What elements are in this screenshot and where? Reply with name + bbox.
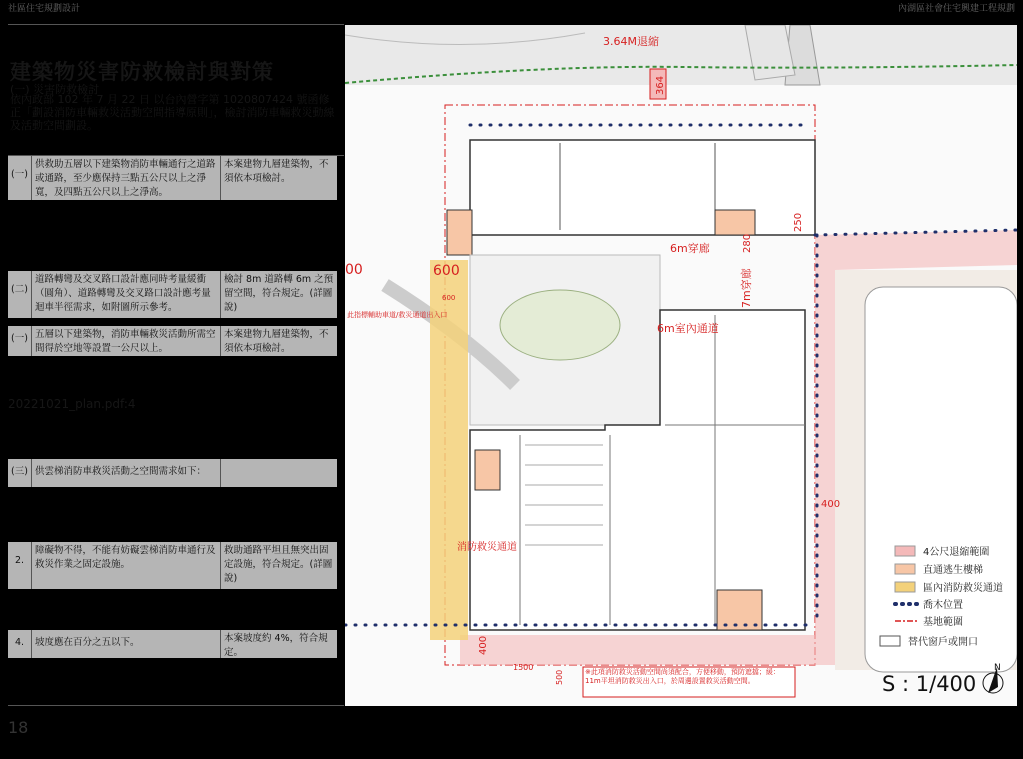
table-row — [8, 271, 337, 318]
table-row — [8, 326, 337, 356]
dim-250-label: 250 — [793, 212, 804, 232]
dim-600-small-label: 600 — [442, 294, 456, 302]
site-plan-drawing — [345, 25, 1017, 706]
garden-area — [500, 290, 620, 360]
row-description: 供雲梯消防車救災活動之空間需求如下： — [32, 459, 221, 487]
legend-label: 基地範圍 — [923, 617, 963, 628]
legend-yellow-square-icon — [895, 582, 915, 592]
side-note: 此指標輔助車道/救災通道出入口 — [347, 311, 448, 319]
table-row — [8, 630, 337, 658]
corridor-6m-room-label: 6m室內通道 — [657, 322, 719, 335]
table-bottom-border — [8, 705, 344, 706]
row-number: (二) — [8, 271, 32, 318]
row-description: 供救助五層以下建築物消防車輛通行之道路或通路，至少應保持三點五公尺以上之淨寬，及四點五公尺以上之淨高。 — [32, 156, 221, 200]
row-result: 本案建物九層建築物，不須依本項檢討。 — [224, 329, 329, 354]
stair-core-north — [715, 210, 755, 235]
stair-core-west — [447, 210, 472, 255]
dim-400-bottom-label: 400 — [478, 635, 489, 655]
scale-label: S : 1/400 — [882, 672, 977, 696]
left-value-label: 00 — [345, 262, 363, 278]
dim-364-label: 364 — [655, 75, 666, 95]
legend-outline-square-icon — [880, 636, 900, 646]
neighbor-building — [865, 287, 1017, 672]
row-result: 本案坡度約 4%，符合規定。 — [224, 633, 328, 658]
dim-280-label: 280 — [742, 233, 753, 253]
row-number: 2. — [8, 542, 32, 589]
header-divider — [8, 24, 344, 25]
dim-500-label: 500 — [555, 669, 564, 685]
legend-pink-square-icon — [895, 546, 915, 556]
dim-600-label: 600 — [433, 263, 460, 279]
intro-paragraph: 依內政部 102 年 7 月 22 日 以台內營字第 1020807424 號函修正「劃設消防車輛救災活動空間指導原則」，檢討消防車輛救災動線及活動空間劃設。 — [10, 93, 335, 132]
row-result — [221, 459, 337, 487]
section-subtitle: (一) 災害防救檢討 — [10, 83, 100, 96]
row-description: 道路轉彎及交叉路口設計應同時考量緩衝（圓角）、道路轉彎及交叉路口設計應考量迴車半徑需求，如附圖所示參考。 — [32, 271, 221, 318]
page-title: 建築物災害防救檢討與對策 — [10, 60, 274, 84]
dim-400-label: 400 — [821, 499, 841, 510]
row-number: (一) — [8, 326, 32, 356]
page-number: 18 — [8, 718, 29, 737]
table-row — [8, 542, 337, 589]
header-left: 社區住宅規劃設計 — [8, 4, 81, 14]
row-result: 本案建物九層建築物，不須依本項檢討。 — [224, 159, 329, 184]
legend-label: 替代窗戶或開口 — [908, 637, 978, 648]
row-description: 障礙物不得，不能有妨礙雲梯消防車通行及救災作業之固定設施。 — [32, 542, 221, 589]
header-right: 內湖區社會住宅興建工程規劃 — [897, 4, 1015, 14]
setback-label: 3.64M退縮 — [603, 35, 659, 48]
file-reference-text: 20221021_plan.pdf:4 — [8, 397, 136, 411]
building-north — [470, 140, 815, 235]
row-number: (一) — [8, 156, 32, 200]
stair-core-main — [475, 450, 500, 490]
svg-text:N: N — [994, 663, 1001, 673]
row-result: 救助通路平坦且無突出固定設施，符合規定。(詳圖說) — [224, 545, 333, 584]
table-row — [8, 459, 337, 487]
row-description: 五層以下建築物，消防車輛救災活動所需空間得於空地等設置一公尺以上。 — [32, 326, 221, 356]
corridor-7m-label: 7m穿廊 — [740, 268, 753, 308]
fire-lane-label: 消防救災通道 — [457, 542, 517, 553]
dim-1500-label: 1500 — [513, 663, 534, 672]
legend-peach-square-icon — [895, 564, 915, 574]
legend-label: 喬木位置 — [923, 600, 963, 611]
top-road-area — [345, 25, 1017, 85]
legend-label: 4公尺退縮範圍 — [923, 547, 990, 558]
row-number: 4. — [8, 630, 32, 658]
corridor-6m-label: 6m穿廊 — [670, 242, 710, 255]
row-result: 檢討 8m 道路轉 6m 之預留空間，符合規定。(詳圖說) — [224, 274, 334, 313]
legend-label: 區內消防救災通道 — [923, 583, 1003, 594]
row-number: (三) — [8, 459, 32, 487]
table-row — [8, 156, 337, 200]
row-description: 坡度應在百分之五以下。 — [32, 630, 221, 658]
bottom-note: ※此項消防救災活動空間尚須配合，方便移動，預防遮擋；緩：11m平坦消防救災出入口，於周邊設置救災活動空間。 — [585, 668, 780, 685]
legend-label: 直通逃生樓梯 — [923, 565, 983, 576]
